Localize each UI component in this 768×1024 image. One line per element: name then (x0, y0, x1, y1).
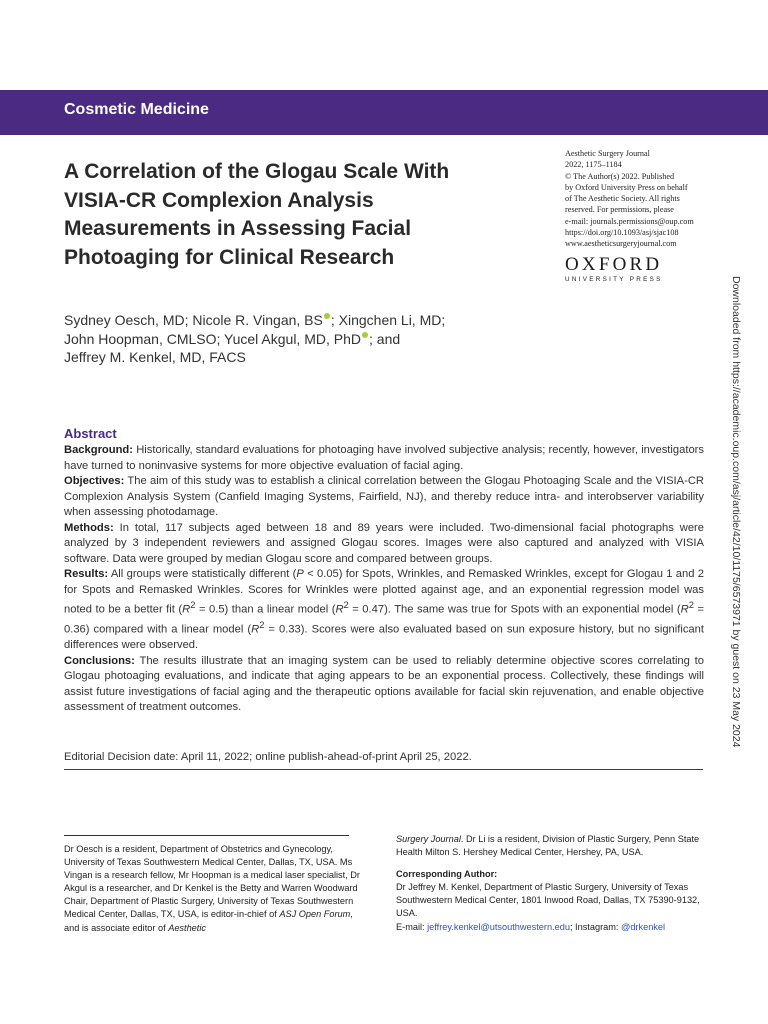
corresponding-author-address: Dr Jeffrey M. Kenkel, Department of Plastic Surgery, University of Texas Southwestern Medical Center, 1801 Inwood Road, Dallas, TX 75390-9132, USA. (396, 882, 700, 919)
abstract-objectives: Objectives: The aim of this study was to establish a clinical correlation between the Glogau Photoaging Scale and the VISIA-CR Complexion Analysis System (Canfield Imaging Systems, Fairfield, NJ), and thereby reduce intra- and interobserver variability when assessing photodamage. (64, 475, 704, 518)
author-text: John Hoopman, CMLSO; Yucel Akgul, MD, PhD (64, 330, 361, 347)
journal-name: Aesthetic Surgery Journal (565, 149, 650, 158)
section-divider (64, 769, 703, 770)
footnote-affiliations-continued (396, 833, 706, 934)
oxford-subtitle: UNIVERSITY PRESS (565, 276, 663, 283)
abstract-methods: Methods: In total, 117 subjects aged between 18 and 89 years were included. Two-dimensional facial photographs were analyzed by 3 independent reviewers and assigned Glogau scores. Images were also captured and analyzed with VISIA software. Data were grouped by median Glogau score and compared between groups. (64, 521, 704, 565)
abstract-body (64, 443, 704, 716)
email-link[interactable]: jeffrey.kenkel@utsouthwestern.edu (427, 921, 570, 932)
oxford-wordmark: OXFORD (565, 254, 663, 275)
corresponding-author-contact: E-mail: jeffrey.kenkel@utsouthwestern.edu; Instagram: @drkenkel (396, 921, 666, 932)
orcid-icon[interactable] (324, 313, 330, 319)
author-text: Sydney Oesch, MD; Nicole R. Vingan, BS (64, 312, 323, 328)
oxford-logo (565, 255, 663, 283)
journal-pages: 2022, 1175–1184 (565, 160, 622, 170)
article-title: A Correlation of the Glogau Scale With VISIA-CR Complexion Analysis Measurements in Assessing Facial Photoaging for Clinical Research (64, 160, 450, 269)
journal-website-link[interactable]: www.aestheticsurgeryjournal.com (565, 239, 677, 249)
copyright-line: reserved. For permissions, please (565, 205, 674, 215)
author-text: ; Xingchen Li, MD; (330, 312, 446, 328)
copyright-line: © The Author(s) 2022. Published (565, 171, 675, 181)
footnote-affiliations: Dr Oesch is a resident, Department of Obstetrics and Gynecology, University of Texas Southwestern Medical Center, Dallas, TX, USA. Ms Vingan is a research fellow, Mr Hoopman is a medical laser specialist, Dr Akgul is a researcher, and Dr Kenkel is the Betty and Warren Woodward Chair, Department of Plastic Surgery, University of Texas Southwestern Medical Center, Dallas, TX, USA, is editor-in-chief of ASJ Open Forum, and is associate editor of Aesthetic (64, 844, 360, 933)
author-text: ; and (369, 330, 401, 347)
abstract-conclusions: Conclusions: The results illustrate that an imaging system can be used to reliably determine objective scores correlating to Glogau photoaging evaluations, and indicate that aging appears to be an exponential process. Collectively, these findings will assist future investigations of facial aging and the therapeutic options available for facial skin rejuvenation, and enable objective assessment of treatment outcomes. (64, 654, 705, 714)
author-list (64, 311, 504, 367)
instagram-link[interactable]: @drkenkel (621, 921, 666, 932)
abstract-heading: Abstract (64, 426, 117, 441)
author-text: Jeffrey M. Kenkel, MD, FACS (64, 349, 246, 365)
editorial-dates: Editorial Decision date: April 11, 2022; online publish-ahead-of-print April 25, 2022. (64, 751, 472, 763)
footnote-divider (64, 835, 349, 836)
orcid-icon[interactable] (362, 332, 368, 338)
download-notice: Downloaded from https://academic.oup.com/asj/article/42/10/1175/6573971 by guest on 23 May 2024 (730, 276, 742, 748)
abstract-background: Background: Historically, standard evaluations for photoaging have involved subjective analysis; recently, however, investigators have turned to noninvasive systems for more objective evaluation of facial aging. (64, 444, 704, 472)
abstract-results: Results: All groups were statistically different (P < 0.05) for Spots, Wrinkles, and Remasked Wrinkles, except for Glogau 1 and 2 for Spots and Remasked Wrinkles. Scores for Wrinkles were plotted against age, and an exponential regression model was noted to be a better fit $(R^2 = 0.5)$ than a linear model $(R^2 = 0.47)$. The same was true for Spots with an exponential model $(R^2 = 0.36)$ compared with a linear model $(R^2 = 0.33)$. Scores were also evaluated based on sun exposure history, but no significant differences were observed. (64, 568, 704, 652)
corresponding-author-heading: Corresponding Author: (396, 869, 498, 880)
copyright-line: of The Aesthetic Society. All rights (565, 194, 680, 204)
permissions-email[interactable]: e-mail: journals.permissions@oup.com (565, 216, 694, 226)
doi-link[interactable]: https://doi.org/10.1093/asj/sjac108 (565, 228, 679, 238)
footnote-continued-text: Surgery Journal. Dr Li is a resident, Division of Plastic Surgery, Penn State Health Milton S. Hershey Medical Center, Hershey, PA, USA. (396, 834, 700, 858)
journal-info (565, 148, 715, 250)
section-label: Cosmetic Medicine (64, 101, 209, 118)
copyright-line: by Oxford University Press on behalf (565, 182, 688, 192)
